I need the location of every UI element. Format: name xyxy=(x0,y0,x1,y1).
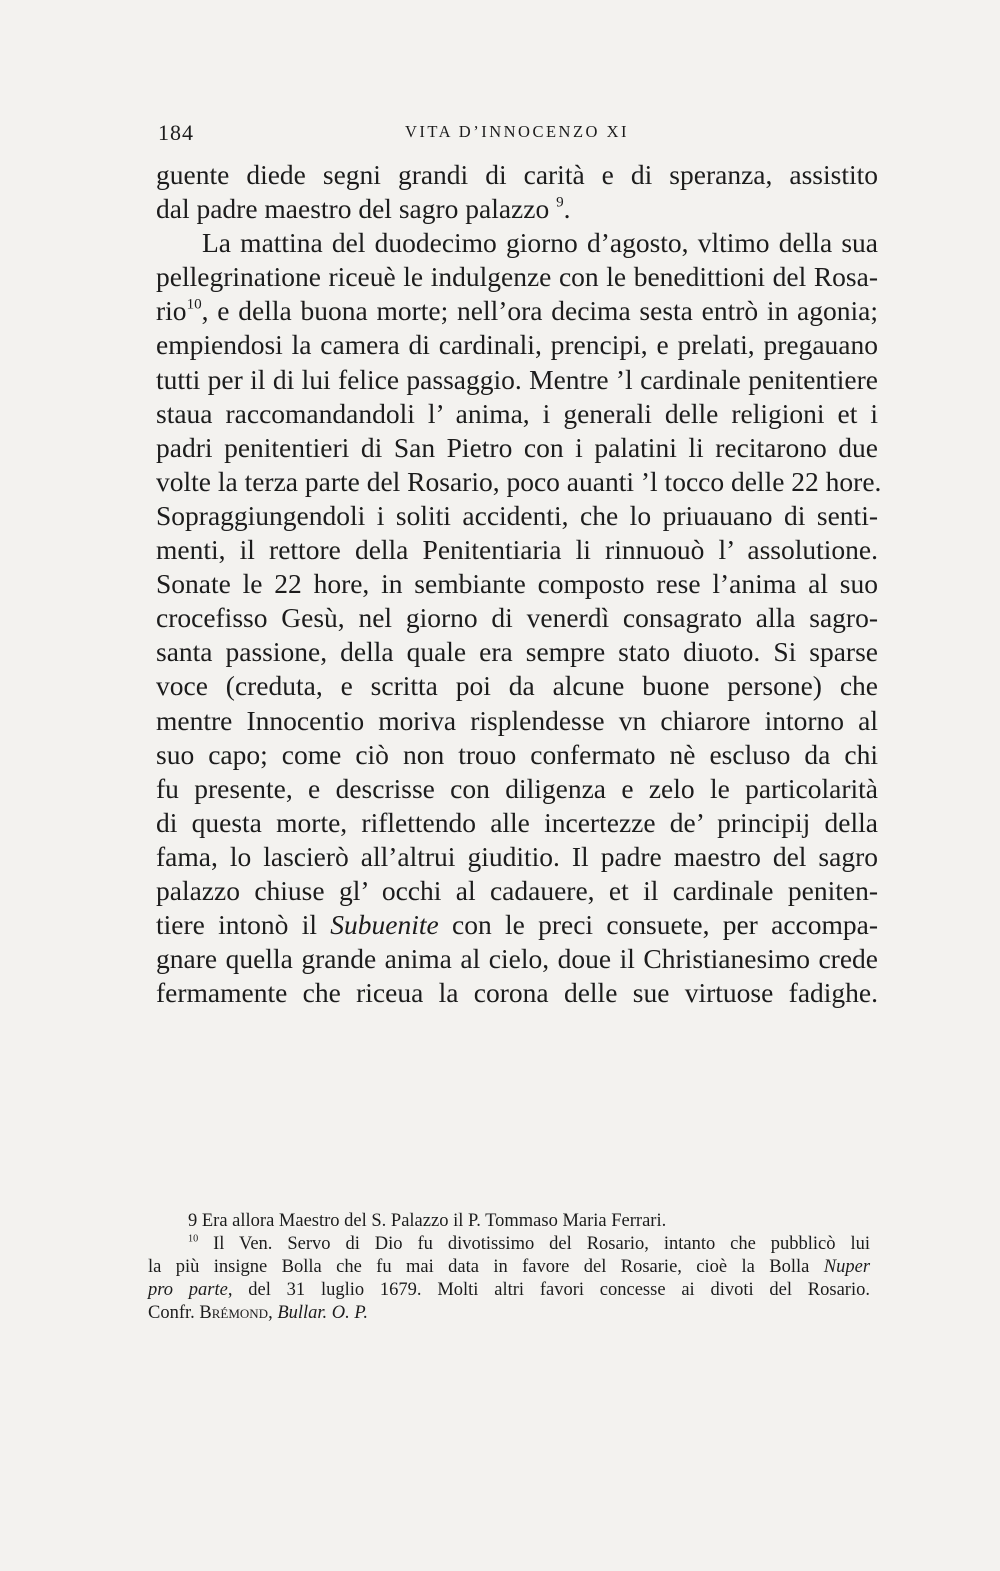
footnote-10-line: la più insigne Bolla che fu mai data in favore del Rosarie, cioè la Bolla Nuper xyxy=(148,1257,871,1277)
text-line: Sopraggiungendoli i soliti accidenti, che lo priuauano di senti- xyxy=(156,499,878,531)
footnote-ref-9[interactable]: 9 xyxy=(556,194,564,211)
text-line: suo capo; come ciò non trouo confermato nè escluso da chi xyxy=(156,738,878,770)
text-line: fermamente che riceua la corona delle sue virtuose fadighe. xyxy=(156,977,878,1009)
text-line: palazzo chiuse gl’ occhi al cadauere, et il cardinale peniten- xyxy=(156,874,878,906)
text-line: La mattina del duodecimo giorno d’agosto, vltimo della sua xyxy=(202,227,878,259)
text-line: di questa morte, riflettendo alle incertezze de’ principij della xyxy=(156,806,878,838)
text-line: voce (creduta, e scritta poi da alcune buone persone) che xyxy=(156,670,878,702)
text-line: staua raccomandandoli l’ anima, i generali delle religioni et i xyxy=(156,397,878,429)
text-line: fama, lo lascierò all’altrui giuditio. Il padre maestro del sagro xyxy=(156,840,878,872)
footnote-number: 9 xyxy=(188,1211,198,1231)
text-line: fu presente, e descrisse con diligenza e zelo le particolarità xyxy=(156,772,878,804)
text-line: gnare quella grande anima al cielo, doue il Christianesimo crede xyxy=(156,943,878,975)
text-line: santa passione, della quale era sempre stato diuoto. Si sparse xyxy=(156,636,878,668)
text-line: dal padre maestro del sagro palazzo $^9$. xyxy=(156,193,571,225)
footnote-10-line: Confr. Brémond, Bullar. O. P. xyxy=(148,1303,368,1323)
text-line: rio$^{10}$, e della buona morte; nell’ora decima sesta entrò in agonia; xyxy=(156,295,878,327)
text-line: volte la terza parte del Rosario, poco auanti ’l tocco delle 22 hore. xyxy=(156,465,882,497)
text-line: guente diede segni grandi di carità e di speranza, assistito xyxy=(156,159,878,190)
text-line: mentre Innocentio moriva risplendesse vn chiarore intorno al xyxy=(156,704,878,736)
italic-title-subuenite: Subuenite xyxy=(330,909,439,941)
text-line: menti, il rettore della Penitentiaria li rinnuouò l’ assolutione. xyxy=(156,534,878,566)
text-line: padri penitentieri di San Pietro con i palatini li recitarono due xyxy=(156,431,878,463)
text-line: crocefisso Gesù, nel giorno di venerdì consagrato alla sagro- xyxy=(156,602,878,634)
text-line: empiendosi la camera di cardinali, prencipi, e prelati, pregauano xyxy=(156,329,878,361)
running-head xyxy=(158,120,876,146)
text-line: Sonate le 22 hore, in sembiante composto rese l’anima al suo xyxy=(156,568,878,600)
page-number: 184 xyxy=(158,120,194,145)
running-title: VITA D’INNOCENZO XI xyxy=(405,122,629,141)
text-line: pellegrinatione riceuè le indulgenze con le benedittioni del Rosa- xyxy=(156,261,878,293)
text-line: tiere intonò il Subuenite con le preci consuete, per accompa- xyxy=(156,909,878,941)
footnote-9: 9 Era allora Maestro del S. Palazzo il P. Tommaso Maria Ferrari. xyxy=(188,1211,667,1231)
footnotes xyxy=(148,1210,870,1325)
footnote-ref-10[interactable]: 10 xyxy=(186,297,202,314)
main-text xyxy=(156,158,882,1010)
footnote-10-line: pro parte, del 31 luglio 1679. Molti altri favori concesse ai divoti del Rosario. xyxy=(148,1280,870,1300)
footnote-10-line: $^{10}$ Il Ven. Servo di Dio fu divotissimo del Rosario, intanto che pubblicò lui xyxy=(188,1233,870,1254)
text-line: tutti per il di lui felice passaggio. Mentre ’l cardinale penitentiere xyxy=(156,363,878,395)
footnote-number: 10 xyxy=(188,1233,199,1245)
